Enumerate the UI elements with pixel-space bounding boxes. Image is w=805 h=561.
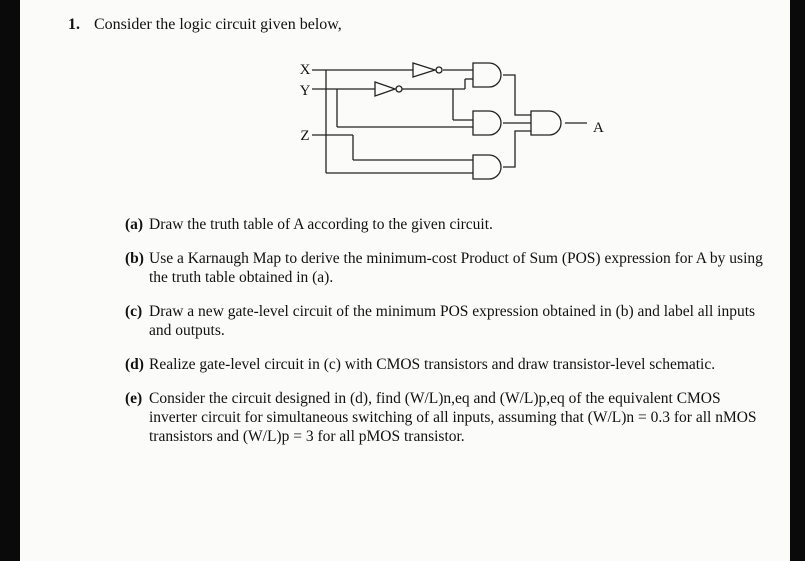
part-b-text: Use a Karnaugh Map to derive the minimum-cost Product of Sum (POS) expression for A by using the truth table obtained in (a). (149, 250, 763, 286)
and-gate-3 (473, 155, 501, 179)
input-z-label: Z (300, 128, 310, 144)
part-b-label: (b) (125, 250, 144, 267)
part-d-text: Realize gate-level circuit in (c) with CMOS transistors and draw transistor-level schematic. (149, 356, 716, 373)
part-a-label: (a) (125, 216, 144, 233)
logic-circuit-diagram (275, 55, 620, 195)
output-a-label: A (593, 120, 604, 136)
not-gate-x (413, 63, 442, 77)
part-a (125, 215, 765, 234)
not-gate-y (375, 82, 402, 96)
part-c-text: Draw a new gate-level circuit of the minimum POS expression obtained in (b) and label all inputs and outputs. (149, 303, 756, 339)
input-y-label: Y (299, 83, 311, 99)
question-number: 1. (68, 16, 80, 33)
input-x-label: X (299, 62, 311, 78)
question-parts (125, 215, 765, 461)
part-d-label: (d) (125, 356, 144, 373)
document-page (20, 0, 790, 561)
part-b (125, 249, 765, 287)
and-gate-output (531, 111, 561, 135)
part-e-label: (e) (125, 390, 143, 407)
and-gate-2 (473, 111, 501, 135)
part-e-text: Consider the circuit designed in (d), find (W/L)n,eq and (W/L)p,eq of the equivalent CMOS inverter circuit for simultaneous switching of all inputs, assuming that (W/L)n = 0.3 for all nMOS transistors and (W/L)p = 3 for all pMOS transistor. (149, 390, 757, 445)
part-e (125, 389, 765, 446)
part-c-label: (c) (125, 303, 143, 320)
circuit-wires (312, 70, 587, 173)
part-d (125, 355, 765, 374)
part-a-text: Draw the truth table of A according to the given circuit. (149, 216, 493, 233)
question-prompt: Consider the logic circuit given below, (94, 16, 342, 33)
part-c (125, 302, 765, 340)
question-header (68, 16, 342, 34)
and-gate-1 (473, 63, 501, 87)
